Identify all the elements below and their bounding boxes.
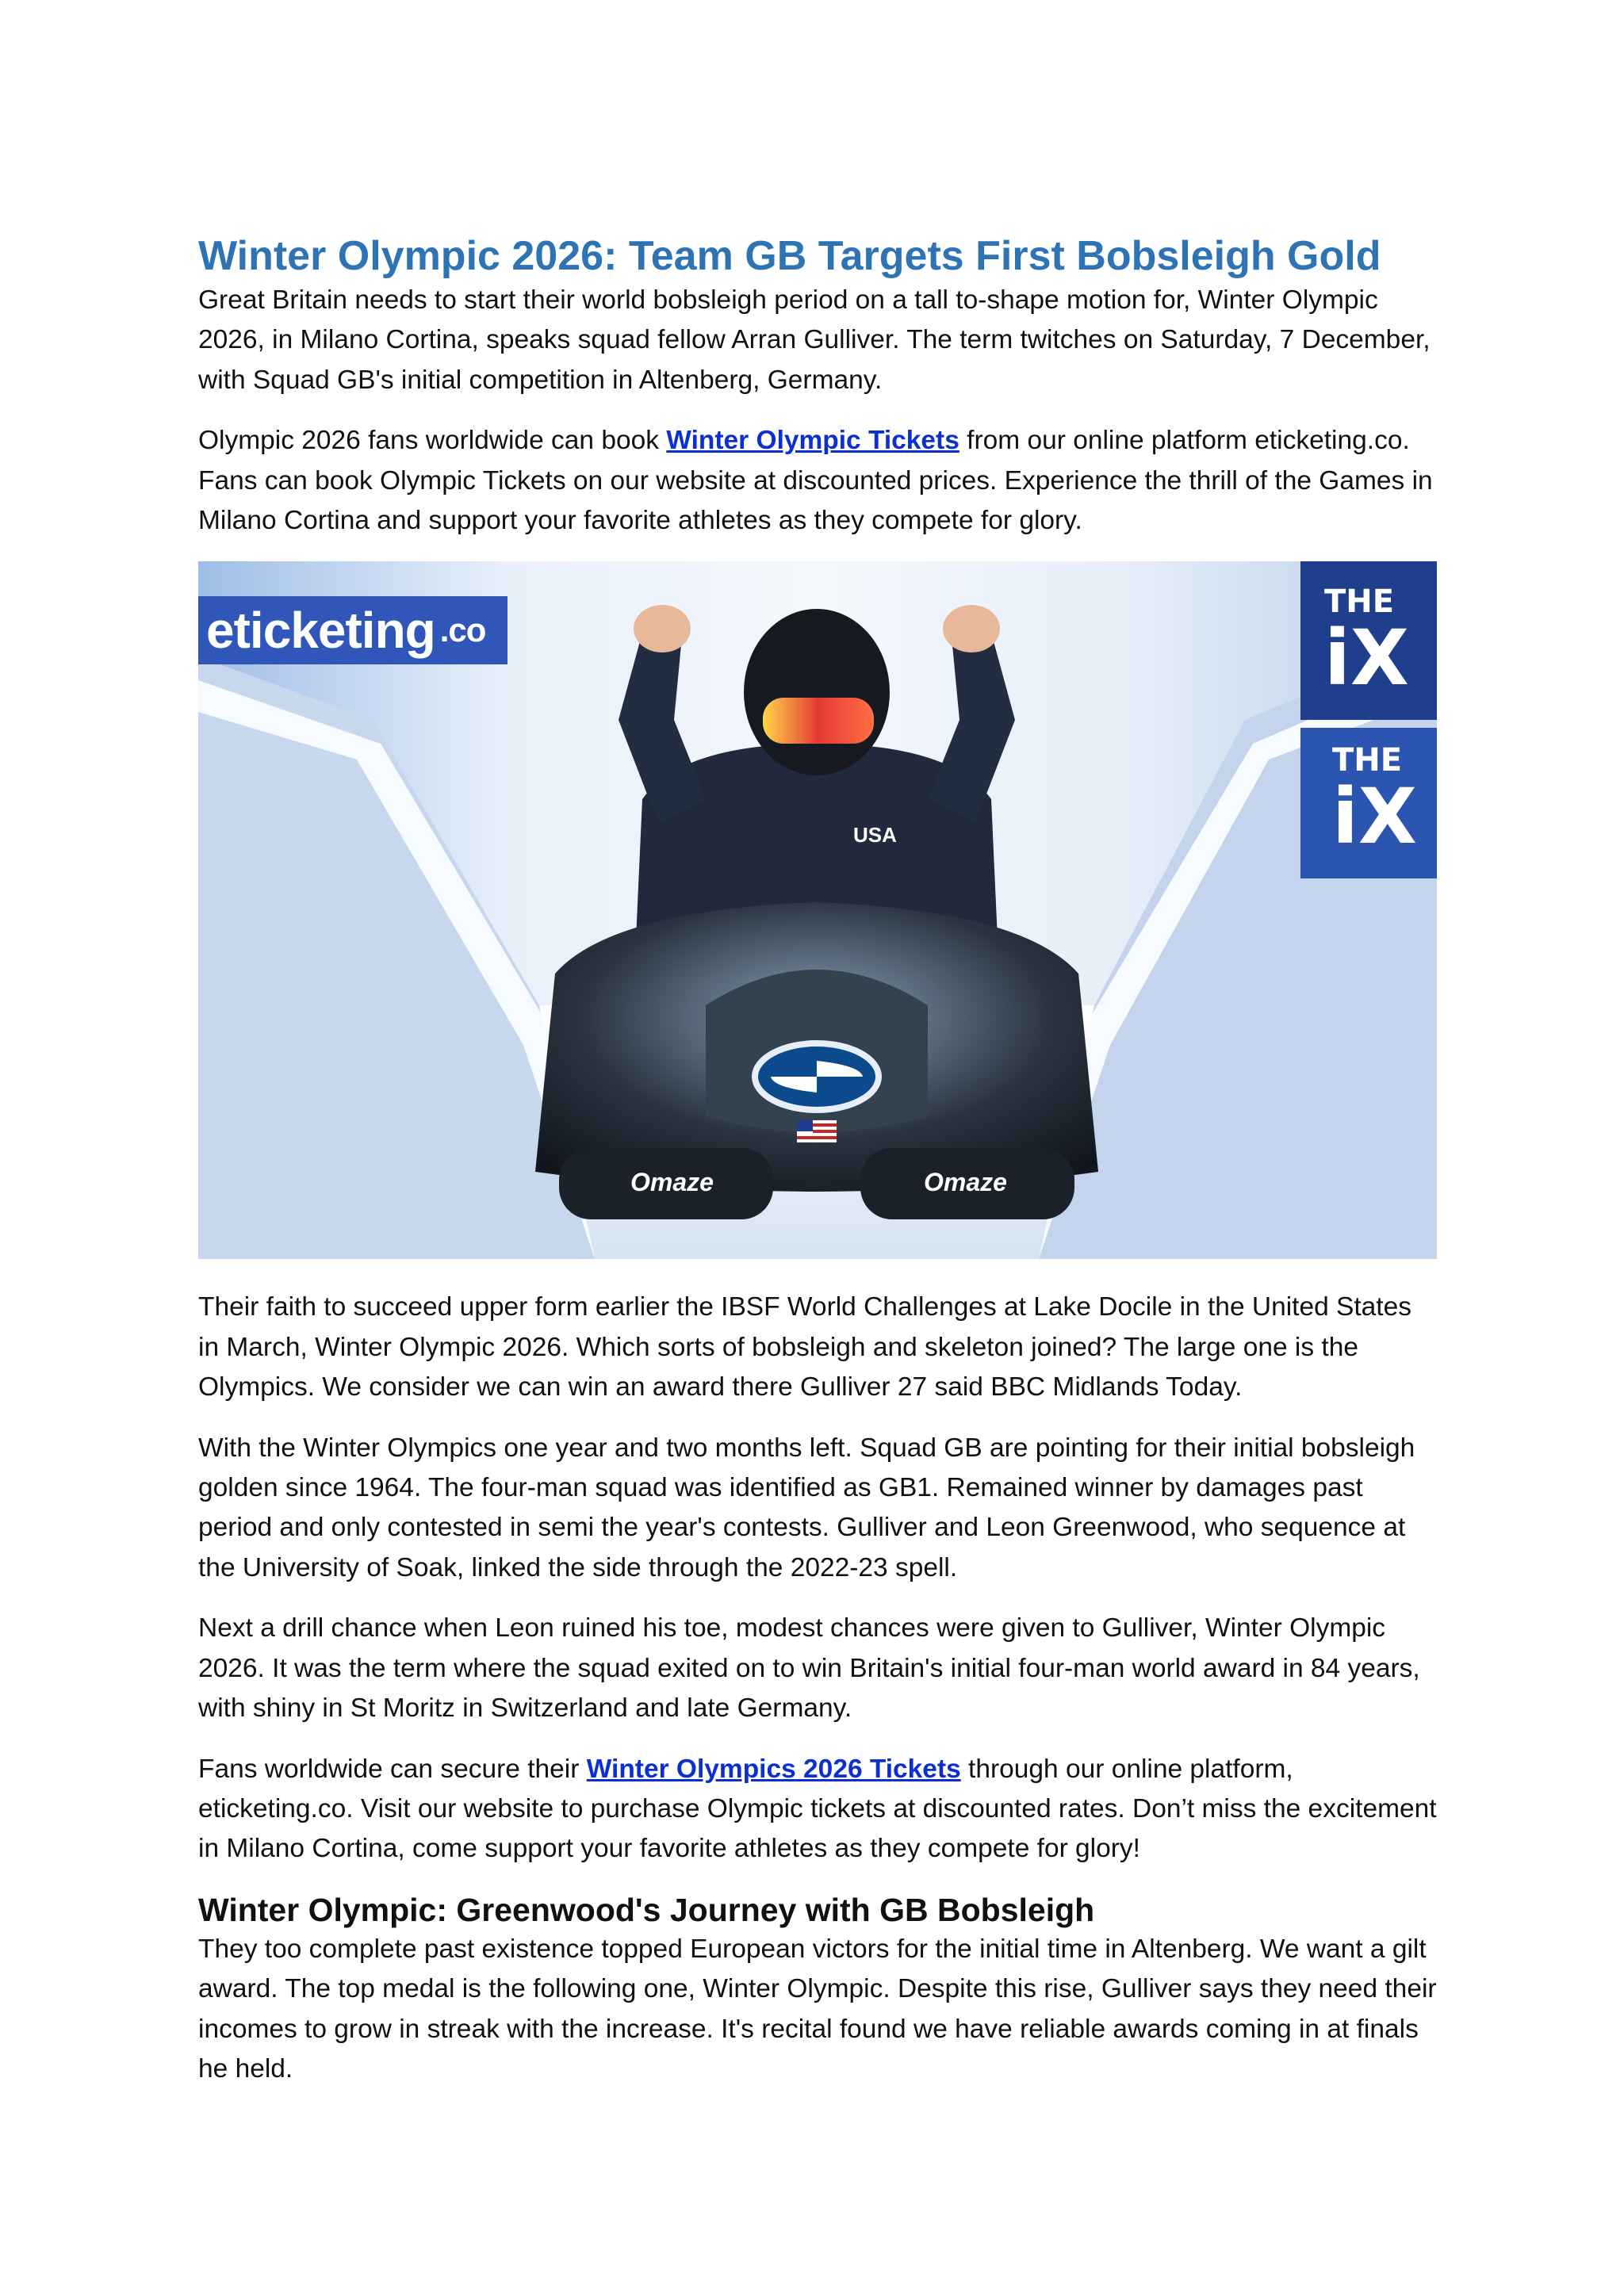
- bobsleigh-illustration: [198, 561, 1437, 1259]
- athlete-left-fist: [634, 605, 691, 652]
- winter-olympic-tickets-link[interactable]: Winter Olympic Tickets: [666, 426, 959, 456]
- article: [198, 232, 1437, 2110]
- paragraph-st-moritz: Next a drill chance when Leon ruined his toe, modest chances were given to Gulliver, Winter Olympic 2026. It was the term where the squad exited on to win Britain's initial four-man world award in 84 years, with shiny in St Moritz in Switzerland and late Germany.: [198, 1613, 1420, 1724]
- article-title: Winter Olympic 2026: Team GB Targets First Bobsleigh Gold: [198, 233, 1381, 279]
- winter-olympics-2026-tickets-link[interactable]: Winter Olympics 2026 Tickets: [586, 1754, 961, 1784]
- ad-banner-label: THE: [1324, 584, 1395, 621]
- suit-text: USA: [853, 823, 897, 848]
- logo-suffix: .co: [439, 611, 486, 649]
- athlete-goggles: [763, 698, 874, 744]
- ad-banner-text-bottom: [1332, 742, 1417, 862]
- paragraph-intro: Great Britain needs to start their world bobsleigh period on a tall to-shape motion for, Winter Olympic 2026, in Milano Cortina, speaks squad fellow Arran Gulliver. The term twitches on Saturday, 7 December, with Squad GB's initial competition in Altenberg, Germany.: [198, 285, 1431, 395]
- flag-decal-canton: [797, 1120, 813, 1131]
- eticketing-logo: [198, 596, 508, 664]
- paragraph-text: through our online platform, eticketing.co. Visit our website to purchase Olympic tickets at discounted rates. Don’t miss the excitement in Milano Cortina, come support your favorite athletes as they compete for glory!: [198, 1754, 1437, 1864]
- paragraph-text: Olympic 2026 fans worldwide can book: [198, 426, 667, 456]
- paragraph-text: Fans worldwide can secure their: [198, 1754, 587, 1784]
- paragraph-altenberg: They too complete past existence topped European victors for the initial time in Altenberg. We want a gilt award. The top medal is the following one, Winter Olympic. Despite this rise, Gulliver says they need their incomes to grow in streak with the increase. It's recital found we have reliable awards coming in at finals he held.: [198, 1934, 1437, 2084]
- paragraph-gb1: With the Winter Olympics one year and two months left. Squad GB are pointing for their initial bobsleigh golden since 1964. The four-man squad was identified as GB1. Remained winner by damages past period and only contested in semi the year's contests. Gulliver and Leon Greenwood, who sequence at the University of Soak, linked the side through the 2022-23 spell.: [198, 1433, 1415, 1582]
- paragraph-tickets-promo: [198, 421, 1437, 541]
- paragraph-text: from our online platform eticketing.co. Fans can book Olympic Tickets on our website at discounted prices. Experience the thrill of the Games in Milano Cortina and support your favorite athletes as they compete for glory.: [198, 426, 1433, 536]
- section-heading: Winter Olympic: Greenwood's Journey with GB Bobsleigh: [198, 1891, 1095, 1928]
- ad-banner-text-top: [1324, 584, 1409, 703]
- flag-decal-stripe: [813, 1130, 837, 1133]
- sled-decal-right: Omaze: [924, 1168, 1007, 1197]
- athlete-right-fist: [943, 605, 1000, 652]
- flag-decal-stripe: [797, 1136, 837, 1139]
- ad-banner-brand: iX: [1332, 772, 1417, 862]
- athlete-helmet: [744, 609, 890, 775]
- sled-decal-left: Omaze: [630, 1168, 714, 1197]
- flag-decal-stripe: [813, 1123, 837, 1127]
- logo-text: eticketing: [206, 602, 435, 660]
- ad-banner-label: THE: [1332, 742, 1403, 779]
- paragraph-tickets-promo-2: [198, 1750, 1437, 1869]
- paragraph-ibsf: Their faith to succeed upper form earlier the IBSF World Challenges at Lake Docile in the United States in March, Winter Olympic 2026. Which sorts of bobsleigh and skeleton joined? The large one is the Olympics. We consider we can win an award there Gulliver 27 said BBC Midlands Today.: [198, 1292, 1411, 1402]
- bobsleigh-photo: [198, 561, 1437, 1259]
- ad-banner-brand: iX: [1324, 614, 1409, 703]
